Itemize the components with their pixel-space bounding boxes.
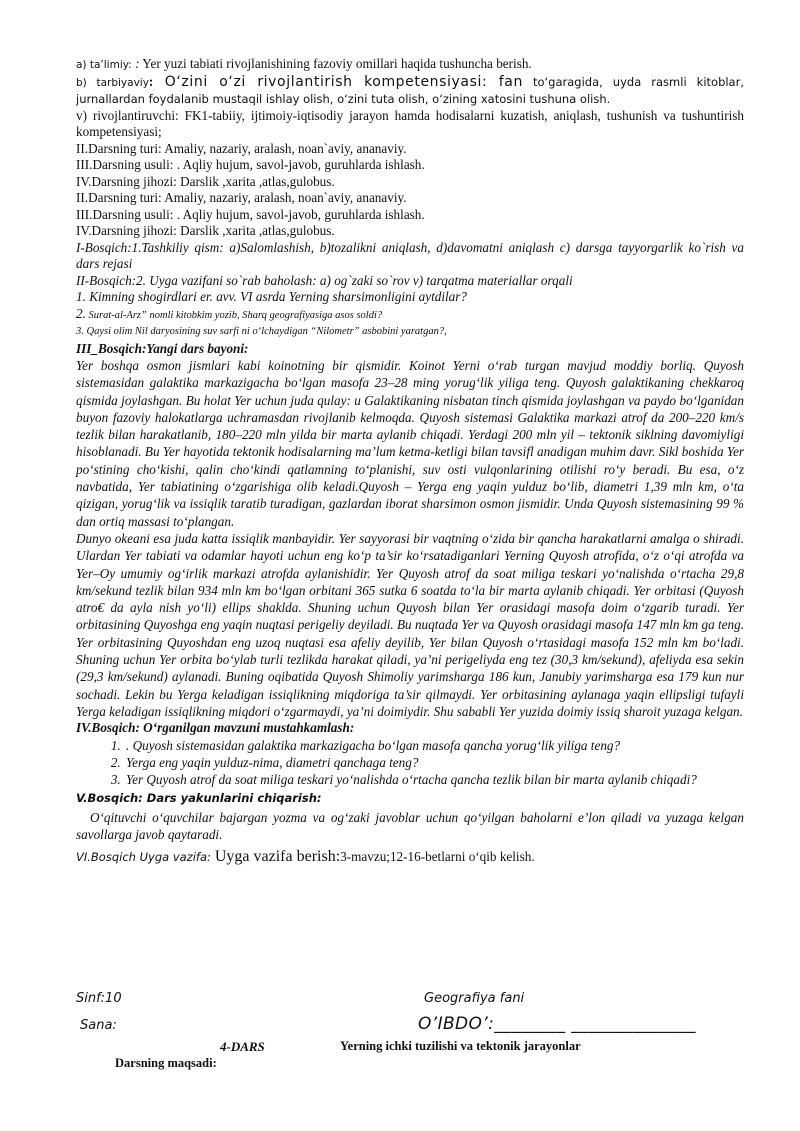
lesson-method-repeat: III.Darsning usuli: . Aqliy hujum, savol-javob, guruhlarda ishlash.	[76, 206, 425, 222]
review-question-2-number: 2.	[76, 305, 86, 321]
objective-b-label: b) tarbiyaviy	[76, 76, 149, 89]
lesson-aim-label: Darsning maqsadi:	[115, 1056, 217, 1070]
stage-4-title: IV.Bosqich: O‘rganilgan mavzuni mustahkamlash:	[76, 720, 355, 736]
review-question-2-text: Surat-al-Arz” nomli kitobkim yozib, Sharq geografiyasiga asos soldi?	[85, 309, 383, 321]
lesson-method: III.Darsning usuli: . Aqliy hujum, savol-javob, guruhlarda ishlash.	[76, 157, 425, 172]
stage-6-label: VI.Bosqich Uyga vazifa:	[76, 850, 211, 865]
stage-4-question: 1. . Quyosh sistemasidan galaktika markazigacha bo‘lgan masofa qancha yorug‘lik yiliga teng?	[124, 737, 744, 754]
objective-a-mark: :	[135, 56, 140, 71]
lesson-topic: Yerning ichki tuzilishi va tektonik jarayonlar	[340, 1039, 581, 1053]
objective-b-text: to‘garagida, uyda rasmli kitoblar, jurnallardan foydalanib mustaqil ishlay olish, o‘zini tuta olish, o‘zining xatosini tushuna olish.	[76, 74, 744, 106]
stage-4-question: 2. Yerga eng yaqin yulduz-nima, diametri qanchaga teng?	[124, 754, 744, 771]
lesson-paragraph-2: Dunyo okeani esa juda katta issiqlik manbayidir. Yer sayyorasi bir vaqtning o‘zida bir qancha harakatlarni amalga o shiradi. Ulardan Yer tabiati va odamlar hayoti uchun eng ko‘p ta’sir ko‘rsatadiganlari Yerning Quyosh atrofida, o‘z o‘qi atrofda va Yer–Oy umumiy og‘irlik markazi atrofda aylanishidir. Yer Quyosh atrof da soat miliga teskari yo‘nalishda o‘rtacha 29,8 km/sekund tezlik bilan 934 mln km bo‘lgan orbitani 365 sutka 6 soatda to‘la bir marta aylanib chiqadi. Yer orbitasi (Quyosh atro€ da ayla nish yo‘li) ellips shaklda. Shuning uchun Quyosh bilan Yer orasidagi masofa doim o‘zgarib turadi. Yer orbitasining Quyoshga eng yaqin nuqtasi perigeliy deyiladi. Bu nuqtada Yer va Quyosh orasidagi masofa 147 mln km ga teng. Yer orbitasining Quyoshdan eng uzoq nuqtasi esa afeliy deyilib, Yer bilan Quyosh o‘rtasidagi masofa 152 mln km bo‘ladi. Shuning uchun Yer orbita bo‘ylab turli tezlikda harakat qiladi, ya’ni perigeliyda eng tez (30,3 km/sekund), afeliyda esa sekin (29,3 km/sekund) aylanadi. Buning oqibatida Quyosh Shimoliy yarimsharga 186 kun, Janubiy yarimsharga esa 179 kun nur sochadi. Lekin bu Yerga keladigan issiqlikning miqdoriga ta’sir qilmaydi. Yer orbitasining aylanaga yaqin ellipsligi tufayli Yerga keladigan issiqlikning miqdori o‘zgarmaydi, ya’ni doimiydir. Shu sababli Yer yuzida doimiy issiq sharoit yuzaga kelgan.	[76, 530, 744, 719]
stage-1: I-Bosqich:1.Tashkiliy qism: a)Salomlashish, b)tozalikni aniqlash, d)davomatni aniqlash c) darsga tayyorgarlik ko`rish va dars rejasi	[76, 239, 744, 271]
stage-5-text: O‘qituvchi o‘quvchilar bajargan yozma va og‘zaki javoblar uchun qo‘yilgan baholarni e’lon qiladi va yuzaga kelgan savollarga javob qaytaradi.	[76, 809, 744, 843]
stage-6	[76, 847, 744, 867]
lesson-plan-page	[76, 56, 744, 867]
objective-v: v) rivojlantiruvchi: FK1-tabiiy, ijtimoiy-iqtisodiy jarayon hamda hodisalarni kuzatish, aniqlash, tushunish va tushuntirish kompetensiyasi;	[76, 107, 744, 139]
lesson-paragraph-1: Yer boshqa osmon jismlari kabi koinotning bir qismidir. Koinot Yerni o‘rab turgan mavjud moddiy borliq. Quyosh sistemasidan galaktika markazigacha bo‘lgan masofa 23–28 ming yorug‘lik yiliga teng. Quyosh galaktikaning chekkaroq qismida joylashgan. Bu holat Yer uchun juda qulay: u Galaktikaning nisbatan tinch qismida joylashgan va paydo bo‘lganidan buyon fazoviy halokatlarga uchramasdan rivojlanib kelmoqda. Quyosh sistemasi Galaktika markazi atrof da 200–220 km/s tezlik bilan harakatlanib, 180–220 mln yilda bir marta aylanib chiqadi. Yerdagi 200 mln yil – tektonik siklning davomiyligi hisoblanadi. Bu Yer hayotida tektonik hodisalarning ma’lum ketma-ketligi bilan tavsifl anadigan muhim davr. Sikl boshida Yer po‘stining cho‘kishi, qalin cho‘kindi qatlamning to‘planishi, suv osti vulqonlarining otilishi ro‘y beradi. Bu esa, o‘z navbatida, Yer tabiatining o‘zgarishiga olib keladi.Quyosh – Yerga eng yaqin yulduz bo‘lib, diametri 1,39 mln km, o‘ta qizigan, yorug‘lik va issiqlik taratib turadigan, gazlardan iborat sharsimon osmon jismidir. Unda Quyosh sistemasining 99 % dan ortiq massasi to‘plangan.	[76, 358, 744, 529]
objective-b	[76, 74, 744, 108]
objective-b-colon: :	[148, 73, 154, 89]
stage-4-question: 3. Yer Quyosh atrof da soat miliga teskari yo‘nalishda o‘rtacha qancha tezlik bilan bir marta aylanib chiqadi?	[124, 771, 744, 788]
review-question-1: 1. Kimning shogirdlari er. avv. VI asrda Yerning sharsimonligini aytdilar?	[76, 289, 468, 304]
teacher-line: O’IBDO’:________ ______________	[418, 1014, 696, 1034]
objective-a-label: a) ta’limiy:	[76, 59, 136, 71]
stage-4-questions	[76, 737, 744, 789]
stage-2: II-Bosqich:2. Uyga vazifani so`rab baholash: a) og`zaki so`rov v) tarqatma materiallar orqali	[76, 272, 573, 288]
class-label: Sinf:10	[76, 991, 122, 1006]
lesson-type: II.Darsning turi: Amaliy, nazariy, aralash, noan`aviy, ananaviy.	[76, 140, 407, 156]
review-question-2	[76, 306, 744, 325]
subject-label: Geografiya fani	[424, 991, 525, 1006]
objective-b-lead: O‘zini o‘zi rivojlantirish kompetensiyasi: fan	[153, 73, 523, 90]
lesson-type-repeat: II.Darsning turi: Amaliy, nazariy, aralash, noan`aviy, ananaviy.	[76, 190, 407, 205]
stage-6-heading: Uyga vazifa berish:	[210, 848, 341, 866]
stage-5-title: V.Bosqich: Dars yakunlarini chiqarish:	[76, 791, 322, 806]
lesson-number: 4-DARS	[220, 1039, 265, 1054]
date-label: Sana:	[80, 1018, 117, 1033]
stage-3-title: III_Bosqich:Yangi dars bayoni:	[76, 340, 249, 356]
lesson-equipment-repeat: IV.Darsning jihozi: Darslik ,xarita ,atlas,gulobus.	[76, 223, 335, 238]
objective-a	[76, 56, 744, 74]
lesson-equipment: IV.Darsning jihozi: Darslik ,xarita ,atlas,gulobus.	[76, 173, 335, 189]
stage-6-text: 3-mavzu;12-16-betlarni o‘qib kelish.	[340, 849, 535, 865]
review-question-3: 3. Qaysi olim Nil daryosining suv sarfi ni o‘lchaydigan “Nilometr” asbobini yaratgan?,	[76, 326, 447, 337]
objective-a-text: Yer yuzi tabiati rivojlanishining fazoviy omillari haqida tushuncha berish.	[139, 56, 532, 71]
